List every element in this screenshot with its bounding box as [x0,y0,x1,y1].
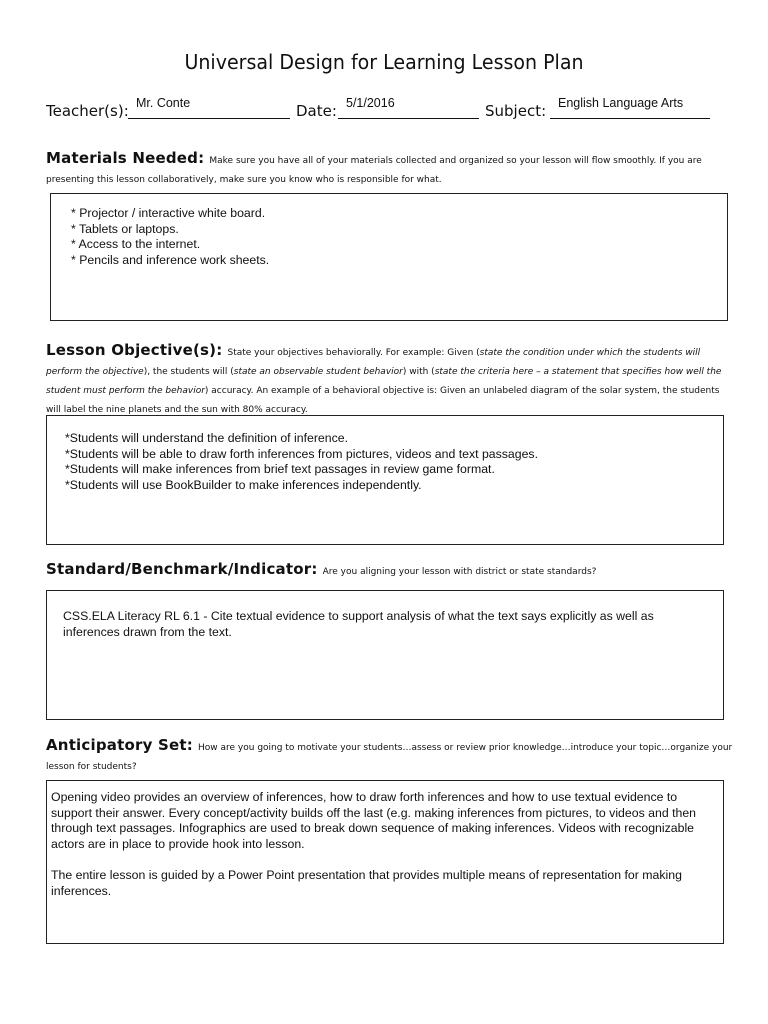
materials-instructions: Make sure you have all of your materials collected and organized so your lesson will flow smoothly. If you are presenting this lesson collaboratively, make sure you know who is responsible for what. [46,156,702,185]
list-item: * Pencils and inference work sheets. [71,252,270,267]
list-item: *Students will be able to draw forth inferences from pictures, videos and text passages. [65,446,538,461]
anticipatory-paragraph: Opening video provides an overview of inferences, how to draw forth inferences and how to use textual evidence to support their answer. Every concept/activity builds off the last (e.g. making inferences from pictures, to videos and then through text passages. Infographics are used to break down sequence of making inferences. Videos with recognizable actors are in place to provide hook into lesson. [51,790,697,851]
list-item: * Projector / interactive white board. [71,206,266,220]
teacher-value: Mr. Conte [136,96,191,110]
list-item: *Students will use BookBuilder to make inferences independently. [65,477,422,492]
standard-box[interactable] [46,590,724,720]
anticipatory-header [46,737,736,775]
materials-header [46,150,736,188]
anticipatory-instructions: How are you going to motivate your students…assess or review prior knowledge…introduce your topic…organize your lesson for students? [46,743,733,772]
date-value: 5/1/2016 [346,96,395,110]
materials-box[interactable] [50,193,728,321]
anticipatory-paragraph: The entire lesson is guided by a Power Point presentation that provides multiple means of representation for making inferences. [51,867,682,898]
objectives-heading: Lesson Objective(s): [46,341,223,359]
standard-instructions: Are you aligning your lesson with district or state standards? [322,567,597,577]
header-fields [46,96,726,126]
list-item: *Students will understand the definition of inference. [65,431,349,445]
list-item: * Tablets or laptops. [71,221,179,236]
subject-label: Subject: [485,102,547,120]
list-item: *Students will make inferences from brief text passages in review game format. [65,462,495,477]
teacher-field[interactable] [128,96,290,119]
standard-header [46,561,736,580]
list-item: * Access to the internet. [71,237,201,252]
anticipatory-box[interactable] [46,780,724,944]
subject-field[interactable] [550,96,710,119]
objectives-instructions: State your objectives behaviorally. For example: Given (state the condition under which the students will perform the objective), the students will (state an observable student behavior) with (state the criteria here – a statement that specifies how well the student must perform the behavior) accuracy. An example of a behavioral objective is: Given an unlabeled diagram of the solar system, the students will label the nine planets and the sun with 80% accuracy. [46,348,722,415]
materials-heading: Materials Needed: [46,149,205,167]
standard-heading: Standard/Benchmark/Indicator: [46,560,318,578]
objectives-box[interactable] [46,415,724,545]
document-title: Universal Design for Learning Lesson Plan [184,50,584,74]
standard-text: CSS.ELA Literacy RL 6.1 - Cite textual evidence to support analysis of what the text says explicitly as well as inferences drawn from the text. [63,609,654,639]
objectives-header [46,342,736,418]
anticipatory-heading: Anticipatory Set: [46,736,193,754]
teacher-label: Teacher(s): [46,102,129,120]
date-label: Date: [296,102,337,120]
date-field[interactable] [338,96,479,119]
subject-value: English Language Arts [558,96,684,110]
